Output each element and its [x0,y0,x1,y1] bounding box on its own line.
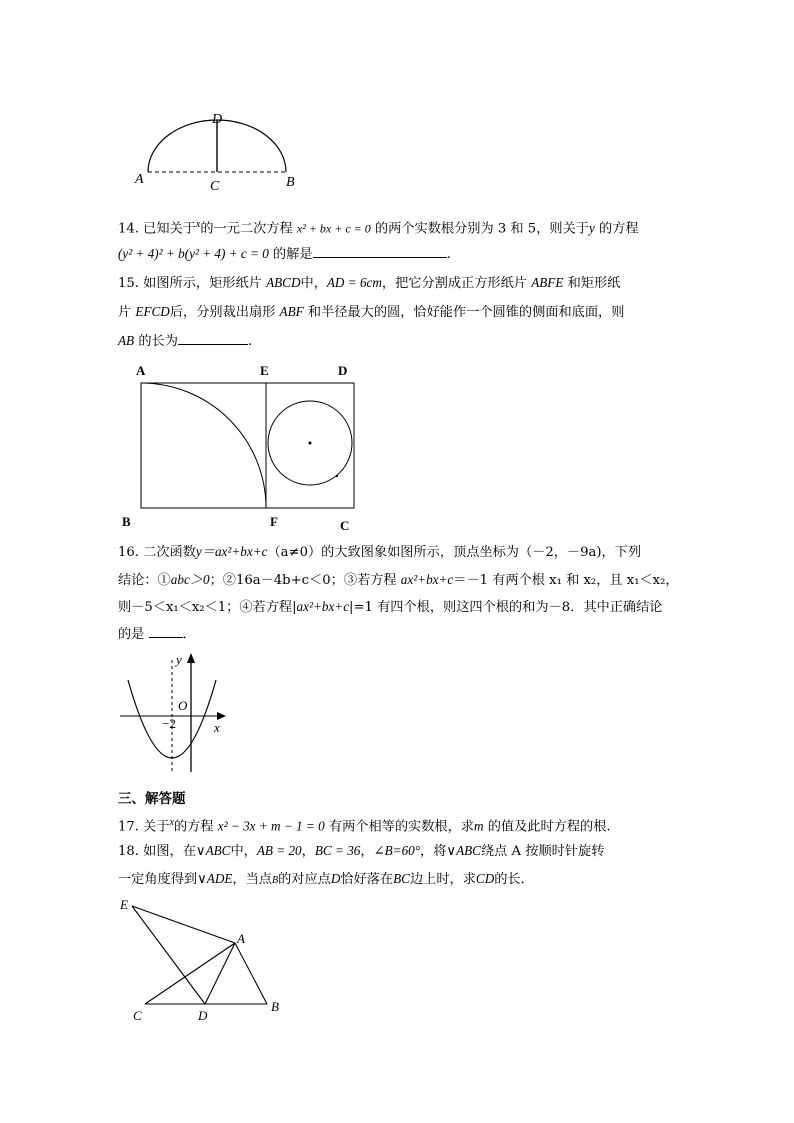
label-e: E [120,897,128,912]
question-14-line-2: (y² + 4)² + b(y² + 4) + c = 0 的解是 . [118,246,451,262]
label-o: O [178,698,188,713]
question-16-line-3: 则－5＜x₁＜x₂＜1；④若方程|ax²+bx+c|=1 有四个根，则这四个根的和为－8．其中正确结论 [118,599,663,615]
rotation-figure [115,893,295,1028]
circle-point-dot [336,475,338,477]
label-a: A [136,363,146,378]
sector-arc-abf [141,383,266,508]
answer-blank-15[interactable] [178,331,248,345]
answer-blank-16[interactable] [149,624,183,638]
rectangle-abcd [141,383,354,508]
parabola-figure [118,650,238,778]
label-x: x [214,720,220,735]
equation-quadratic: x² + bx + c = 0 [296,221,371,236]
circle-center-dot [309,442,312,445]
rectangle-figure [118,358,368,536]
question-18-line-2: 一定角度得到∨ADE，当点B的对应点D恰好落在BC边上时，求CD的长． [118,871,534,887]
label-a: A [135,172,144,187]
label-d: D [198,1008,208,1023]
question-15-line-2: 片 EFCD后，分别裁出扇形 ABF 和半径最大的圆，恰好能作一个圆锥的侧面和底面，则 [118,304,625,320]
question-16-line-4: 的是 ． [118,624,196,645]
y-axis-arrow [187,653,195,663]
label-f: F [270,514,278,529]
segment-ae [132,906,235,943]
question-16-line-2: 结论：①abc＞0；②16a－4b+c＜0；③若方程 ax²+bx+c＝－1 有两个根 x₁ 和 x₂，且 x₁＜x₂， [118,572,679,588]
label-e: E [260,363,269,378]
x-axis-arrow [217,712,226,720]
question-16-line-1: 16. 二次函数y＝ax²+bx+c（a≠0）的大致图象如图所示，顶点坐标为（－2，－9a)，下列 [118,544,642,560]
label-d: D [212,112,223,127]
label-b: B [271,999,279,1014]
label-a: A [237,931,245,946]
question-15-line-1: 15. 如图所示，矩形纸片 ABCD中，AD = 6cm，把它分割成正方形纸片 ABFE 和矩形纸 [118,275,621,291]
label-b: B [286,175,295,190]
question-17: 17. 关于$^x$的方程 x² − 3x + m − 1 = 0 有两个相等的实数根，求m 的值及此时方程的根. [118,817,611,835]
segment-ad [205,943,235,1004]
question-14-line-1: 14. 已知关于$^x$的一元二次方程 x² + bx + c = 0 的两个实数根分别为 3 和 5，则关于y 的方程 [118,219,639,237]
equation-substitution: (y² + 4)² + b(y² + 4) + c = 0 [118,246,269,261]
segment-ac [145,943,235,1004]
label-c: C [133,1008,142,1023]
label-neg2: −2 [162,716,176,731]
segment-ab [235,943,267,1004]
semicircle-figure [130,108,300,192]
label-c: C [340,518,350,533]
segment-ed [132,906,205,1004]
section-heading: 三、解答题 [118,791,186,807]
label-y: y [176,652,182,667]
answer-blank-14[interactable] [313,244,447,258]
label-b: B [122,514,131,529]
label-c: C [210,179,220,192]
question-18-line-1: 18. 如图，在∨ABC中，AB = 20，BC = 36，∠B=60°，将∨ABC绕点 A 按顺时针旋转 [118,843,605,859]
question-15-line-3: AB 的长为 . [118,333,253,349]
label-d: D [338,363,348,378]
